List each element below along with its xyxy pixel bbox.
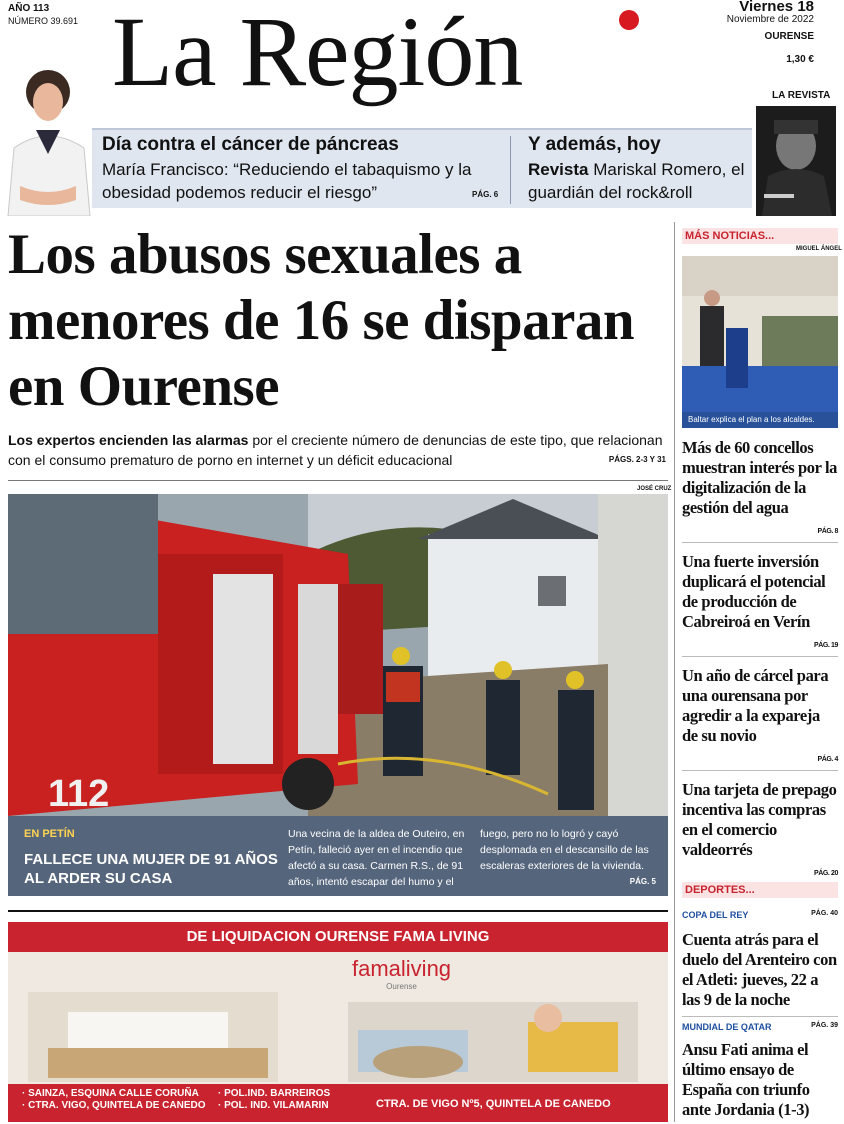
- story-arenteiro[interactable]: [682, 930, 838, 1010]
- photo-kicker: EN PETÍN: [24, 828, 75, 840]
- story-cabreiroa-page: PÁG. 19: [813, 642, 838, 649]
- doctor-portrait-image[interactable]: [0, 68, 92, 216]
- story-tarjeta-text: Una tarjeta de prepago incentiva las compras en el comercio valdeorrés: [682, 780, 837, 859]
- promo-page: PÁG. 6: [472, 190, 499, 199]
- sidebar-divider: [682, 770, 838, 771]
- ad-brand-sub: Ourense: [386, 982, 417, 991]
- story-concellos-text: Más de 60 concellos muestran interés por la digitalización de la gestión del agua: [682, 438, 838, 517]
- kicker-copa: COPA DEL REY: [682, 910, 749, 920]
- promo-strip[interactable]: [92, 128, 752, 208]
- revista-cover-image[interactable]: [752, 90, 840, 218]
- photo-caption-bar[interactable]: [8, 816, 668, 896]
- logo-dot-icon: [619, 10, 639, 30]
- ad-footer: [8, 1084, 668, 1122]
- weekday: Viernes 18: [739, 0, 814, 15]
- ad-brand-name: famaliving: [352, 956, 452, 981]
- story-concellos[interactable]: [682, 438, 838, 518]
- promo-health[interactable]: [102, 134, 506, 204]
- promo-title: Día contra el cáncer de páncreas: [102, 134, 399, 155]
- lead-dek-text: por el creciente número de denuncias de este tipo, que relacionan con el consumo prematuro de porno en internet y un déficit educacional: [8, 432, 663, 468]
- lead-rule: [8, 480, 668, 481]
- sidebar-divider: [682, 656, 838, 657]
- issue-number: NÚMERO 39.691: [8, 16, 79, 26]
- ad-header: DE LIQUIDACION OURENSE FAMA LIVING: [8, 922, 668, 952]
- sidebar-photo-caption: Baltar explica el plan a los alcaldes.: [682, 412, 838, 428]
- story-concellos-page-wrap: [682, 522, 838, 536]
- truck-number: 112: [48, 773, 110, 815]
- sidebar-meeting-photo[interactable]: [682, 256, 838, 428]
- sidebar-photo-credit: MIGUEL ÁNGEL: [796, 246, 842, 252]
- story-carcel-page: PÁG. 4: [817, 756, 838, 763]
- story-arenteiro-text: Cuenta atrás para el duelo del Arenteiro con el Atleti: jueves, 22 a las 9 de la noche: [682, 930, 837, 1009]
- lead-dek: [8, 430, 668, 470]
- sidebar-divider: [682, 542, 838, 543]
- story-ansu-fati-text: Ansu Fati anima el último ensayo de España con triunfo ante Jordania (1-3): [682, 1040, 810, 1119]
- date-info: [727, 0, 814, 66]
- ad-top-rule: [8, 910, 668, 912]
- story-mundial-page: PÁG. 39: [811, 1022, 838, 1029]
- column-divider: [674, 222, 675, 1122]
- story-carcel[interactable]: [682, 666, 838, 746]
- story-cabreiroa-text: Una fuerte inversión duplicará el potencial de producción de Cabreiroá en Verín: [682, 552, 826, 631]
- lead-pages: PÁGS. 2-3 Y 31: [608, 455, 666, 464]
- photo-credit: JOSÉ CRUZ: [637, 486, 672, 492]
- date: Noviembre de 2022: [726, 14, 814, 25]
- story-tarjeta-page-wrap: [682, 864, 838, 878]
- ad-address-1: · SAINZA, ESQUINA CALLE CORUÑA: [22, 1088, 199, 1099]
- ad-address-5: CTRA. DE VIGO Nº5, QUINTELA DE CANEDO: [376, 1098, 611, 1110]
- ad-brand: [352, 956, 451, 991]
- newspaper-logo[interactable]: [112, 0, 522, 112]
- photo-story-title: FALLECE UNA MUJER DE 91 AÑOS AL ARDER SU CASA: [24, 851, 278, 887]
- promo-also-text: Mariskal Romero, el guardián del rock&roll: [528, 160, 745, 202]
- promo-revista: Revista: [528, 160, 589, 179]
- edition-city: OURENSE: [764, 31, 814, 42]
- ad-address-2: · CTRA. VIGO, QUINTELA DE CANEDO: [22, 1100, 206, 1111]
- sports-label: DEPORTES...: [682, 882, 838, 898]
- logo-text: La Región: [112, 0, 523, 107]
- lead-headline[interactable]: Los abusos sexuales a menores de 16 se disparan en Ourense: [8, 223, 635, 418]
- fire-truck-photo[interactable]: [8, 494, 668, 816]
- story-carcel-page-wrap: [682, 750, 838, 764]
- story-tarjeta[interactable]: [682, 780, 838, 860]
- promo-text: María Francisco: “Reduciendo el tabaquismo y la obesidad podemos reducir el riesgo”: [102, 160, 472, 202]
- more-news-label: MÁS NOTICIAS...: [682, 228, 838, 244]
- revista-label: LA REVISTA: [772, 90, 831, 101]
- story-cabreiroa[interactable]: [682, 552, 838, 632]
- story-ansu-fati[interactable]: [682, 1040, 838, 1120]
- kicker-mundial: MUNDIAL DE QATAR: [682, 1022, 772, 1032]
- promo-also[interactable]: [528, 134, 768, 204]
- price: 1,30 €: [786, 54, 814, 65]
- story-copa-page: PÁG. 40: [811, 910, 838, 917]
- ad-address-4: · POL. IND. VILAMARIN: [218, 1100, 329, 1111]
- story-tarjeta-page: PÁG. 20: [813, 870, 838, 877]
- photo-story-text: Una vecina de la aldea de Outeiro, en Petín, falleció ayer en el incendio que afectó a su casa. Carmen R.S., de 91 años, intentó escapar del humo y el fuego, pero no lo logró y cayó desplomada en el descansillo de las escaleras exteriores de la vivienda.: [288, 828, 649, 888]
- famaliving-ad[interactable]: [8, 922, 668, 1122]
- photo-story-page: PÁG. 5: [629, 877, 656, 886]
- promo-divider: [510, 136, 511, 204]
- ad-furniture-image: [8, 952, 668, 1084]
- story-carcel-text: Un año de cárcel para una ourensana por agredir a la expareja de su novio: [682, 666, 829, 745]
- year-label: AÑO 113: [8, 3, 50, 14]
- promo-also-title: Y además, hoy: [528, 134, 661, 155]
- issue-info: [8, 2, 78, 28]
- ad-address-3: · POL.IND. BARREIROS: [218, 1088, 331, 1099]
- story-concellos-page: PÁG. 8: [817, 528, 838, 535]
- sidebar-divider: [682, 1016, 838, 1017]
- story-cabreiroa-page-wrap: [682, 636, 838, 650]
- lead-dek-bold: Los expertos encienden las alarmas: [8, 432, 249, 448]
